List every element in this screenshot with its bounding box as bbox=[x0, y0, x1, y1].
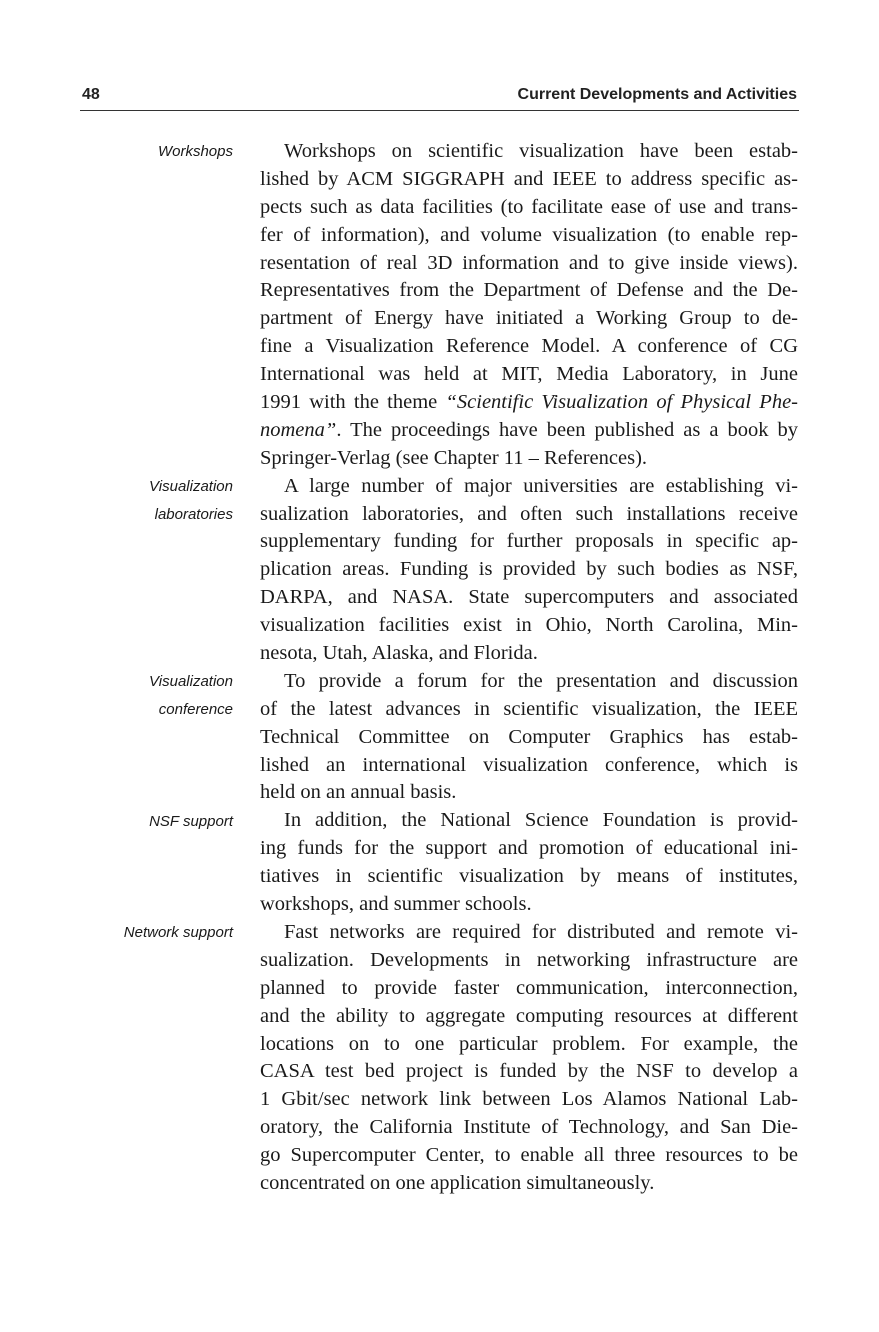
text-line: A large number of major universities are establishing vi- bbox=[284, 474, 798, 497]
text-line: visualization facilities exist in Ohio, North Carolina, Min- bbox=[260, 614, 798, 637]
text-line: lished by ACM SIGGRAPH and IEEE to address specific as- bbox=[260, 167, 798, 190]
text-line: partment of Energy have initiated a Working Group to de- bbox=[260, 307, 798, 330]
text-line: International was held at MIT, Media Laboratory, in June bbox=[260, 363, 798, 386]
text-segment: 1991 with the theme bbox=[260, 391, 446, 414]
margin-note-line: laboratories bbox=[154, 505, 233, 523]
text-line: go Supercomputer Center, to enable all three resources to be bbox=[260, 1144, 798, 1167]
header-rule bbox=[80, 110, 799, 111]
text-line: and the ability to aggregate computing resources at different bbox=[260, 1004, 798, 1027]
text-line: oratory, the California Institute of Technology, and San Die- bbox=[260, 1116, 798, 1139]
text-line: held on an annual basis. bbox=[260, 781, 457, 804]
italic-text: nomena” bbox=[260, 418, 337, 441]
text-line: sualization. Developments in networking infrastructure are bbox=[260, 948, 798, 971]
margin-note-line: NSF support bbox=[149, 812, 233, 830]
text-line: fine a Visualization Reference Model. A conference of CG bbox=[260, 335, 798, 358]
margin-note-line: Workshops bbox=[157, 143, 233, 160]
paragraph bbox=[260, 473, 798, 668]
paragraph bbox=[260, 668, 798, 807]
text-line: concentrated on one application simultaneously. bbox=[260, 1171, 655, 1194]
margin-note-line: Visualization bbox=[149, 673, 233, 691]
text-line: nesota, Utah, Alaska, and Florida. bbox=[260, 642, 538, 665]
text-line: Fast networks are required for distributed and remote vi- bbox=[284, 920, 798, 943]
running-title: Current Developments and Activities bbox=[517, 86, 797, 103]
text-line: workshops, and summer schools. bbox=[260, 893, 532, 916]
text-line: fer of information), and volume visualization (to enable rep- bbox=[260, 223, 798, 246]
paragraph bbox=[260, 138, 798, 473]
margin-note bbox=[149, 473, 233, 529]
text-line: ing funds for the support and promotion of educational ini- bbox=[260, 837, 798, 860]
text-line: Workshops on scientific visualization have been estab- bbox=[284, 140, 798, 162]
margin-note-line: Network support bbox=[123, 924, 233, 942]
text-line: To provide a forum for the presentation and discussion bbox=[284, 669, 798, 692]
text-line: Representatives from the Department of Defense and the De- bbox=[260, 279, 798, 302]
text-line bbox=[260, 417, 798, 445]
text-line: 1 Gbit/sec network link between Los Alamos National Lab- bbox=[260, 1088, 798, 1111]
text-line: In addition, the National Science Foundation is provid- bbox=[284, 809, 798, 832]
italic-text: “Scientific Visualization of Physical Phe- bbox=[445, 391, 798, 414]
margin-note-line: conference bbox=[158, 701, 233, 718]
margin-note bbox=[149, 668, 233, 724]
text-line: planned to provide faster communication, interconnection, bbox=[260, 976, 798, 999]
page-number: 48 bbox=[82, 86, 100, 103]
margin-note bbox=[124, 919, 233, 947]
text-line bbox=[260, 389, 798, 417]
text-line: tiatives in scientific visualization by means of institutes, bbox=[260, 865, 798, 888]
text-line: lished an international visualization conference, which is bbox=[260, 753, 798, 776]
text-line: pects such as data facilities (to facilitate ease of use and trans- bbox=[260, 195, 798, 218]
text-line: of the latest advances in scientific visualization, the IEEE bbox=[260, 697, 798, 720]
text-line: Technical Committee on Computer Graphics has estab- bbox=[260, 725, 798, 748]
text-line: locations on to one particular problem. For example, the bbox=[260, 1032, 798, 1055]
text-line: plication areas. Funding is provided by such bodies as NSF, bbox=[260, 558, 798, 581]
text-line: sualization laboratories, and often such installations receive bbox=[260, 502, 798, 525]
text-line: Springer-Verlag (see Chapter 11 – References). bbox=[260, 446, 648, 469]
margin-note-line: Visualization bbox=[149, 477, 233, 495]
margin-note bbox=[149, 808, 233, 836]
body-text bbox=[260, 138, 798, 1198]
text-line: CASA test bed project is funded by the NSF to develop a bbox=[260, 1060, 798, 1083]
paragraph bbox=[260, 919, 798, 1198]
text-segment: . The proceedings have been published as a book by bbox=[336, 418, 798, 441]
margin-note bbox=[158, 138, 233, 166]
text-line: resentation of real 3D information and to give inside views). bbox=[260, 251, 798, 274]
text-line: supplementary funding for further proposals in specific ap- bbox=[260, 530, 798, 553]
paragraph bbox=[260, 807, 798, 919]
text-line: DARPA, and NASA. State supercomputers and associated bbox=[260, 586, 798, 609]
